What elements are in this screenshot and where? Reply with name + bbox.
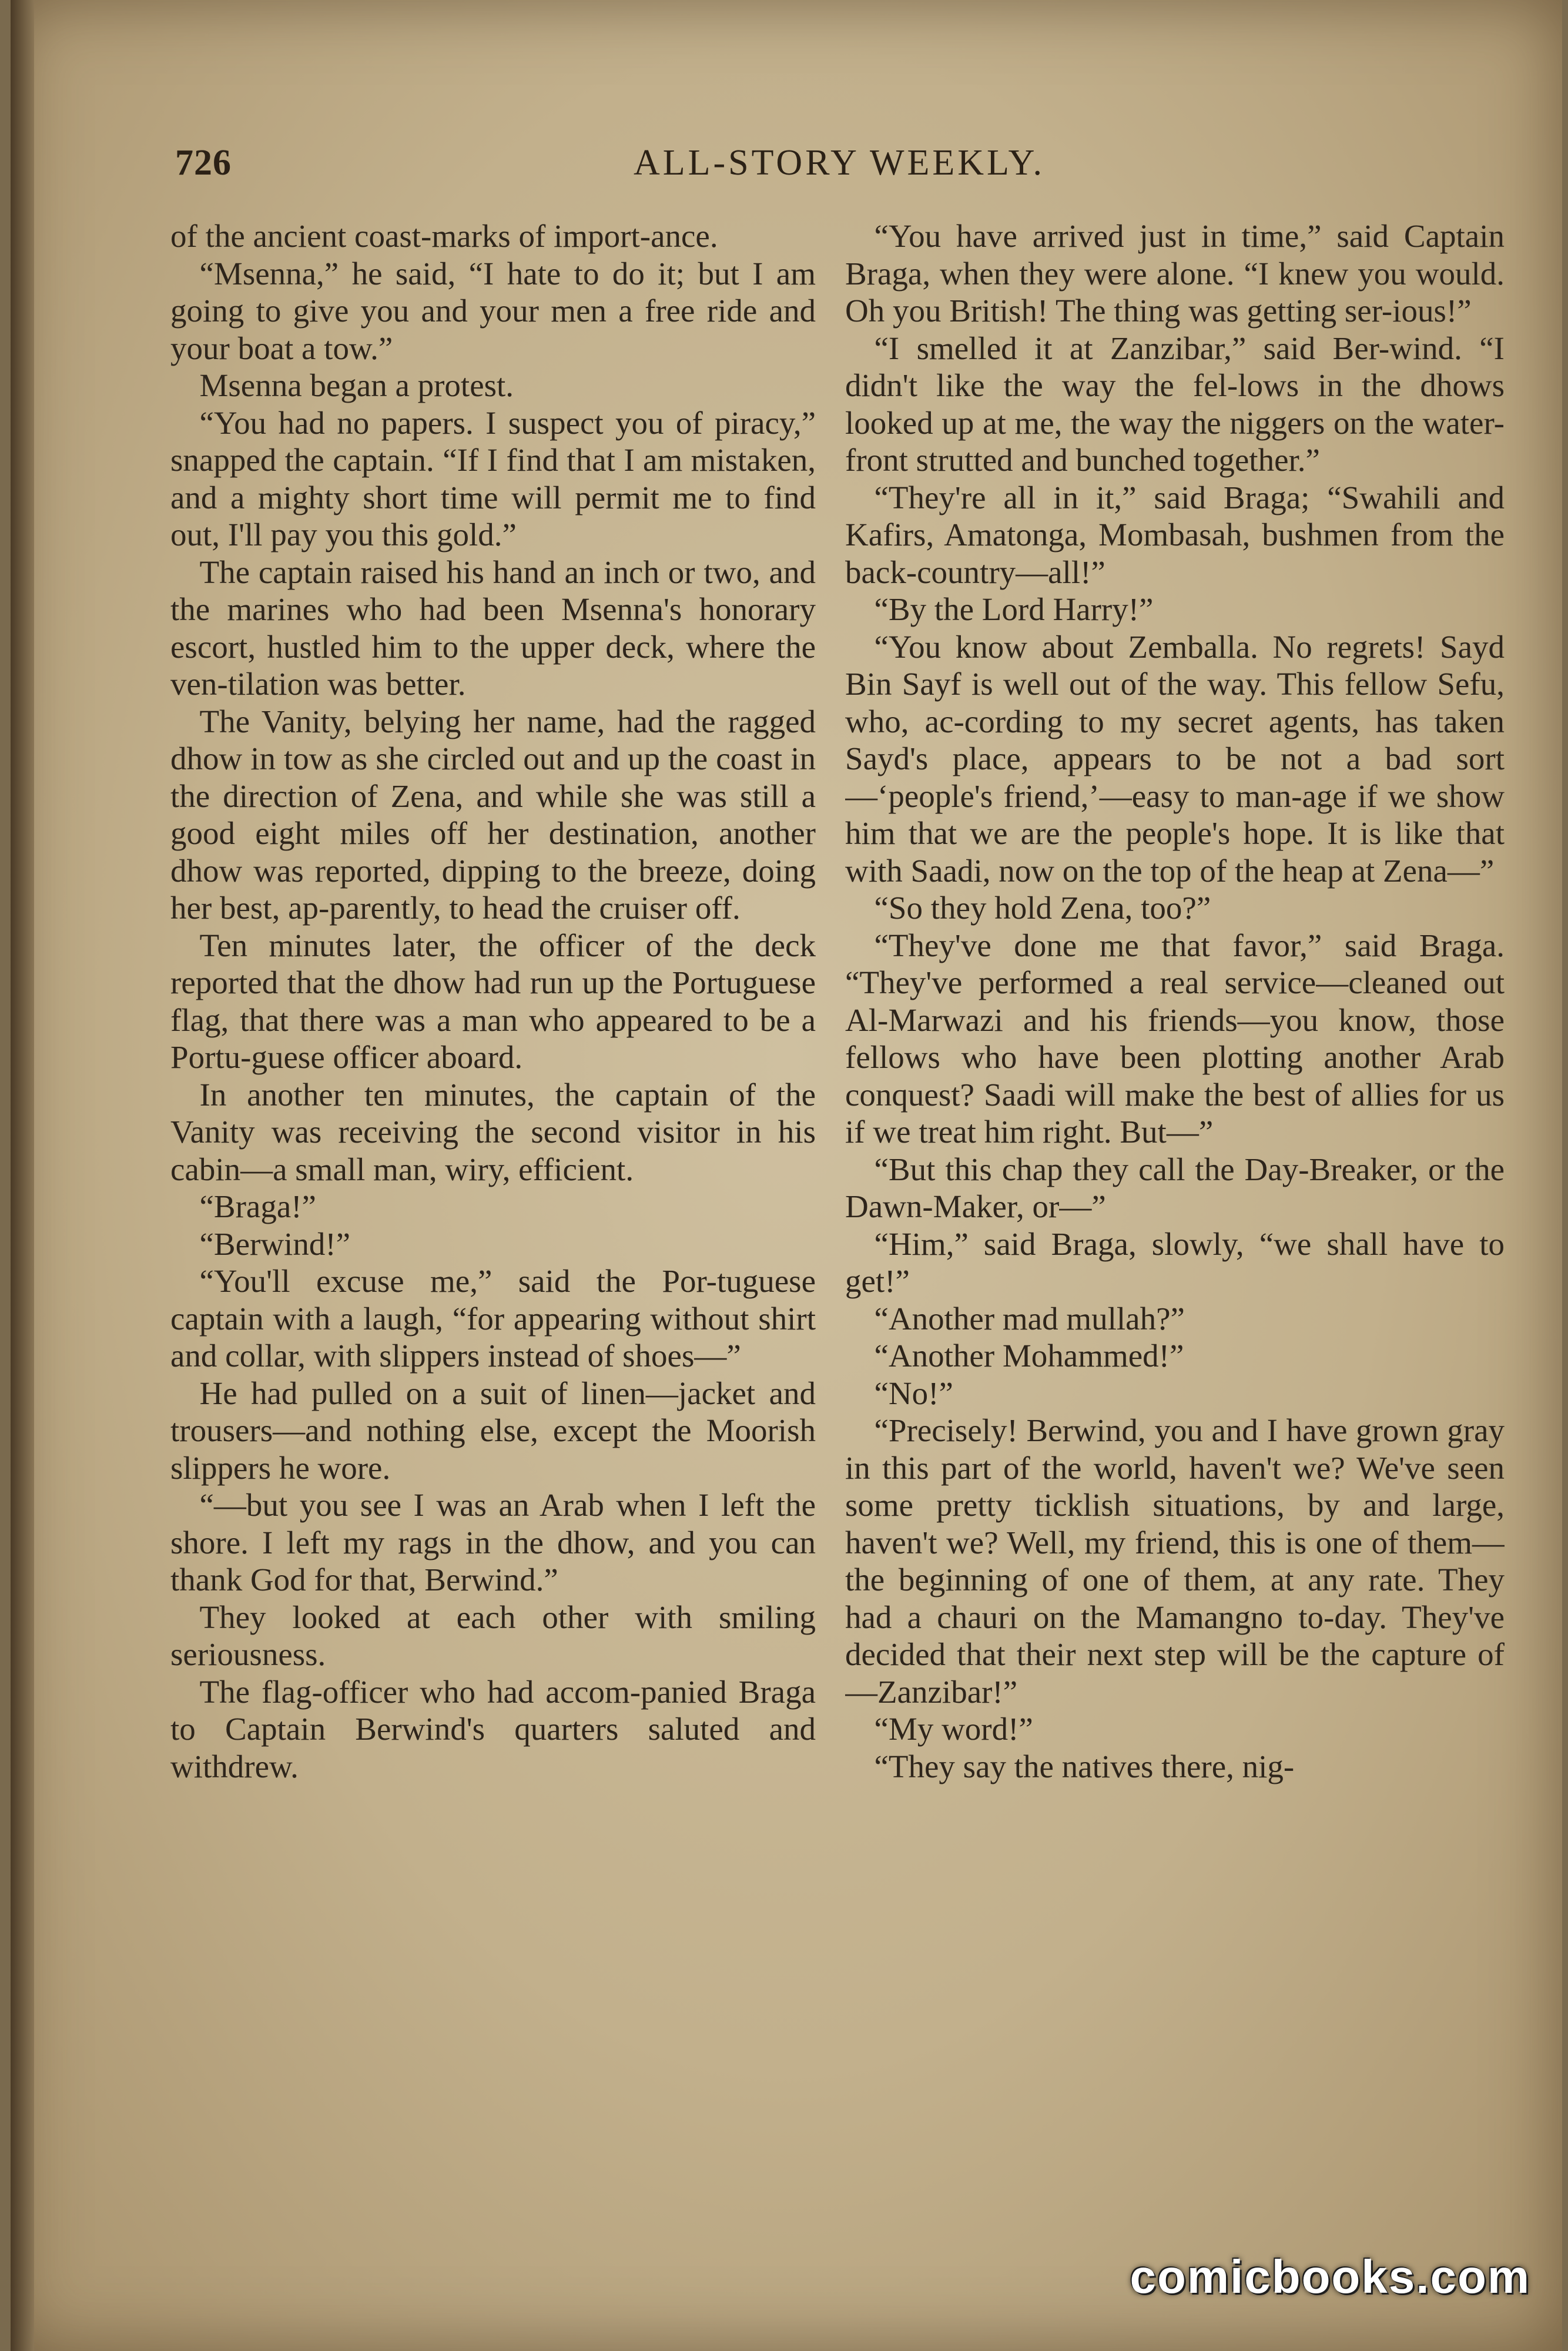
paragraph: The captain raised his hand an inch or two, and the marines who had been Msenna's honorary escort, hustled him to the upper deck, where the ven-tilation was better.: [170, 554, 816, 702]
paragraph: The flag-officer who had accom-panied Braga to Captain Berwind's quarters saluted and withdrew.: [170, 1673, 816, 1784]
paragraph: “You had no papers. I suspect you of piracy,” snapped the captain. “If I find that I am mistaken, and a mighty short time will permit me to find out, I'll pay you this gold.”: [170, 404, 816, 552]
site-watermark: comicbooks.com: [1130, 2250, 1530, 2303]
page-number: 726: [175, 143, 232, 183]
paragraph: “So they hold Zena, too?”: [874, 890, 1211, 926]
paragraph: The Vanity, belying her name, had the ragged dhow in tow as she circled out and up the coast in the direction of Zena, and while she was still a good eight miles off her destination, another dhow was reported, dipping to the breeze, doing her best, ap-parently, to head the cruiser off.: [170, 703, 816, 926]
paragraph: of the ancient coast-marks of import-ance.: [170, 218, 718, 254]
paragraph: “They've done me that favor,” said Braga. “They've performed a real service—cleaned out Al-Marwazi and his friends—you know, those fellows who have been plotting another Arab conquest? Saadi will make the best of allies for us if we treat him right. But—”: [845, 927, 1505, 1150]
paragraph: They looked at each other with smiling seriousness.: [170, 1599, 816, 1672]
running-title: ALL-STORY WEEKLY.: [634, 143, 1045, 183]
left-column: [170, 217, 816, 2204]
magazine-page: [11, 0, 1562, 2351]
paragraph: “I smelled it at Zanzibar,” said Ber-wind. “I didn't like the way the fel-lows in the dhows looked up at me, the way the niggers on the water-front strutted and bunched together.”: [845, 330, 1505, 478]
paragraph: Ten minutes later, the officer of the deck reported that the dhow had run up the Portuguese flag, that there was a man who appeared to be a Portu-guese officer aboard.: [170, 927, 816, 1075]
paragraph: “You know about Zemballa. No regrets! Sayd Bin Sayf is well out of the way. This fellow Sefu, who, ac-cording to my secret agents, has taken Sayd's place, appears to be not a bad sort—‘people's friend,’—easy to man-age if we show him that we are the people's hope. It is like that with Saadi, now on the top of the heap at Zena—”: [845, 628, 1505, 889]
paragraph: “By the Lord Harry!”: [874, 591, 1154, 627]
paragraph: “You have arrived just in time,” said Captain Braga, when they were alone. “I knew you would. Oh you British! The thing was getting ser-ious!”: [845, 218, 1505, 329]
paragraph: “—but you see I was an Arab when I left the shore. I left my rags in the dhow, and you can thank God for that, Berwind.”: [170, 1487, 816, 1598]
page-spine-shadow: [11, 0, 34, 2351]
paragraph: “Him,” said Braga, slowly, “we shall have to get!”: [845, 1225, 1505, 1299]
paragraph: “But this chap they call the Day-Breaker, or the Dawn-Maker, or—”: [845, 1151, 1505, 1224]
page-header: [175, 142, 1503, 189]
paragraph: “They're all in it,” said Braga; “Swahili and Kafirs, Amatonga, Mombasah, bushmen from the back-country—all!”: [845, 479, 1505, 590]
paragraph: “My word!”: [874, 1711, 1033, 1747]
paragraph: Msenna began a protest.: [199, 367, 514, 403]
paragraph: “Another mad mullah?”: [874, 1300, 1185, 1337]
paragraph: “Berwind!”: [199, 1225, 351, 1262]
paragraph: “No!”: [874, 1375, 953, 1411]
paragraph: “You'll excuse me,” said the Por-tuguese captain with a laugh, “for appearing without shirt and collar, with slippers instead of shoes—”: [170, 1263, 816, 1374]
right-column: [845, 217, 1505, 2204]
paragraph: In another ten minutes, the captain of the Vanity was receiving the second visitor in his cabin—a small man, wiry, efficient.: [170, 1076, 816, 1187]
paragraph: He had pulled on a suit of linen—jacket and trousers—and nothing else, except the Moorish slippers he wore.: [170, 1375, 816, 1486]
paragraph: “Braga!”: [199, 1188, 316, 1224]
paragraph: “Another Mohammed!”: [874, 1338, 1184, 1374]
paragraph: “Msenna,” he said, “I hate to do it; but I am going to give you and your men a free ride and your boat a tow.”: [170, 255, 816, 366]
paragraph: “Precisely! Berwind, you and I have grown gray in this part of the world, haven't we? We've seen some pretty ticklish situations, by and large, haven't we? Well, my friend, this is one of them—the beginning of one of them, at any rate. They had a chauri on the Mamangno to-day. They've decided that their next step will be the capture of—Zanzibar!”: [845, 1412, 1505, 1710]
paragraph: “They say the natives there, nig-: [874, 1748, 1295, 1784]
